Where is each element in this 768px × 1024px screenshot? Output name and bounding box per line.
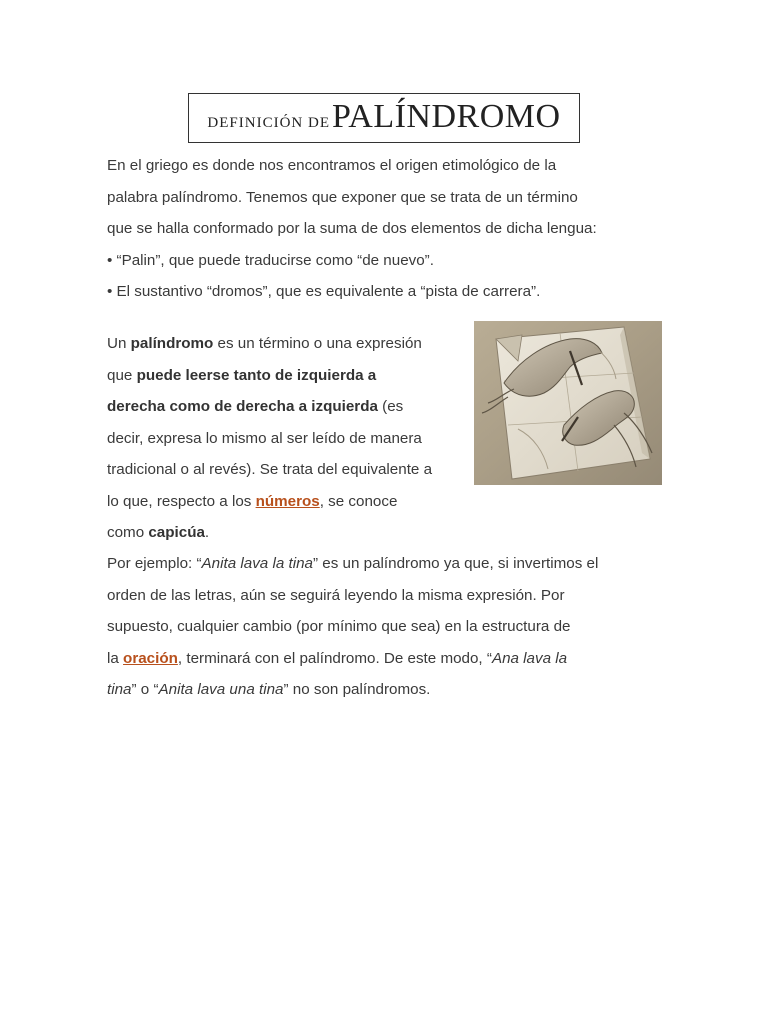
example-line: Por ejemplo: “Anita lava la tina” es un palíndromo ya que, si invertimos el — [107, 555, 599, 572]
bullet-dromos: • El sustantivo “dromos”, que es equivalente a “pista de carrera”. — [107, 283, 541, 300]
definition-paragraph — [107, 328, 432, 549]
intro-line: palabra palíndromo. Tenemos que exponer que se trata de un término — [107, 188, 578, 206]
example-line: la oración, terminará con el palíndromo. De este modo, “Ana lava la — [107, 649, 568, 667]
definition-line: como capicúa. — [107, 524, 210, 541]
title-main: PALÍNDROMO — [332, 98, 561, 135]
intro-line: En el griego es donde nos encontramos el origen etimológico de la — [107, 157, 557, 174]
intro-line: que se halla conformado por la suma de dos elementos de dicha lengua: — [107, 220, 597, 237]
definition-line: decir, expresa lo mismo al ser leído de manera — [107, 429, 422, 447]
example-phrase: Anita lava la tina — [201, 555, 313, 572]
intro-paragraph — [107, 150, 597, 308]
example-phrase: Anita lava una tina — [158, 681, 284, 698]
term-capicua: capicúa — [148, 524, 205, 541]
link-numeros[interactable]: números — [255, 492, 320, 510]
definition-line: derecha como de derecha a izquierda (es — [107, 398, 404, 415]
title-prefix: DEFINICIÓN DE — [207, 115, 330, 131]
page-title — [188, 93, 580, 143]
link-oracion[interactable]: oración — [123, 649, 178, 667]
example-line: supuesto, cualquier cambio (por mínimo que sea) en la estructura de — [107, 618, 571, 635]
example-line: orden de las letras, aún se seguirá leyendo la misma expresión. Por — [107, 586, 565, 604]
example-paragraph — [107, 548, 598, 706]
bullet-palin: • “Palin”, que puede traducirse como “de nuevo”. — [107, 251, 434, 269]
example-line: tina” o “Anita lava una tina” no son palíndromos. — [107, 681, 431, 698]
definition-line: Un palíndromo es un término o una expresión — [107, 335, 422, 352]
term-palindromo: palíndromo — [130, 335, 214, 352]
definition-line: que puede leerse tanto de izquierda a — [107, 366, 377, 384]
bold-phrase: derecha como de derecha a izquierda — [107, 398, 378, 415]
definition-line: tradicional o al revés). Se trata del equivalente a — [107, 461, 433, 478]
example-phrase: tina — [107, 681, 132, 698]
definition-line: lo que, respecto a los números, se conoce — [107, 492, 398, 510]
bold-phrase: puede leerse tanto de izquierda a — [136, 366, 377, 384]
drawing-hands-image — [474, 321, 662, 485]
example-phrase: Ana lava la — [491, 649, 568, 667]
